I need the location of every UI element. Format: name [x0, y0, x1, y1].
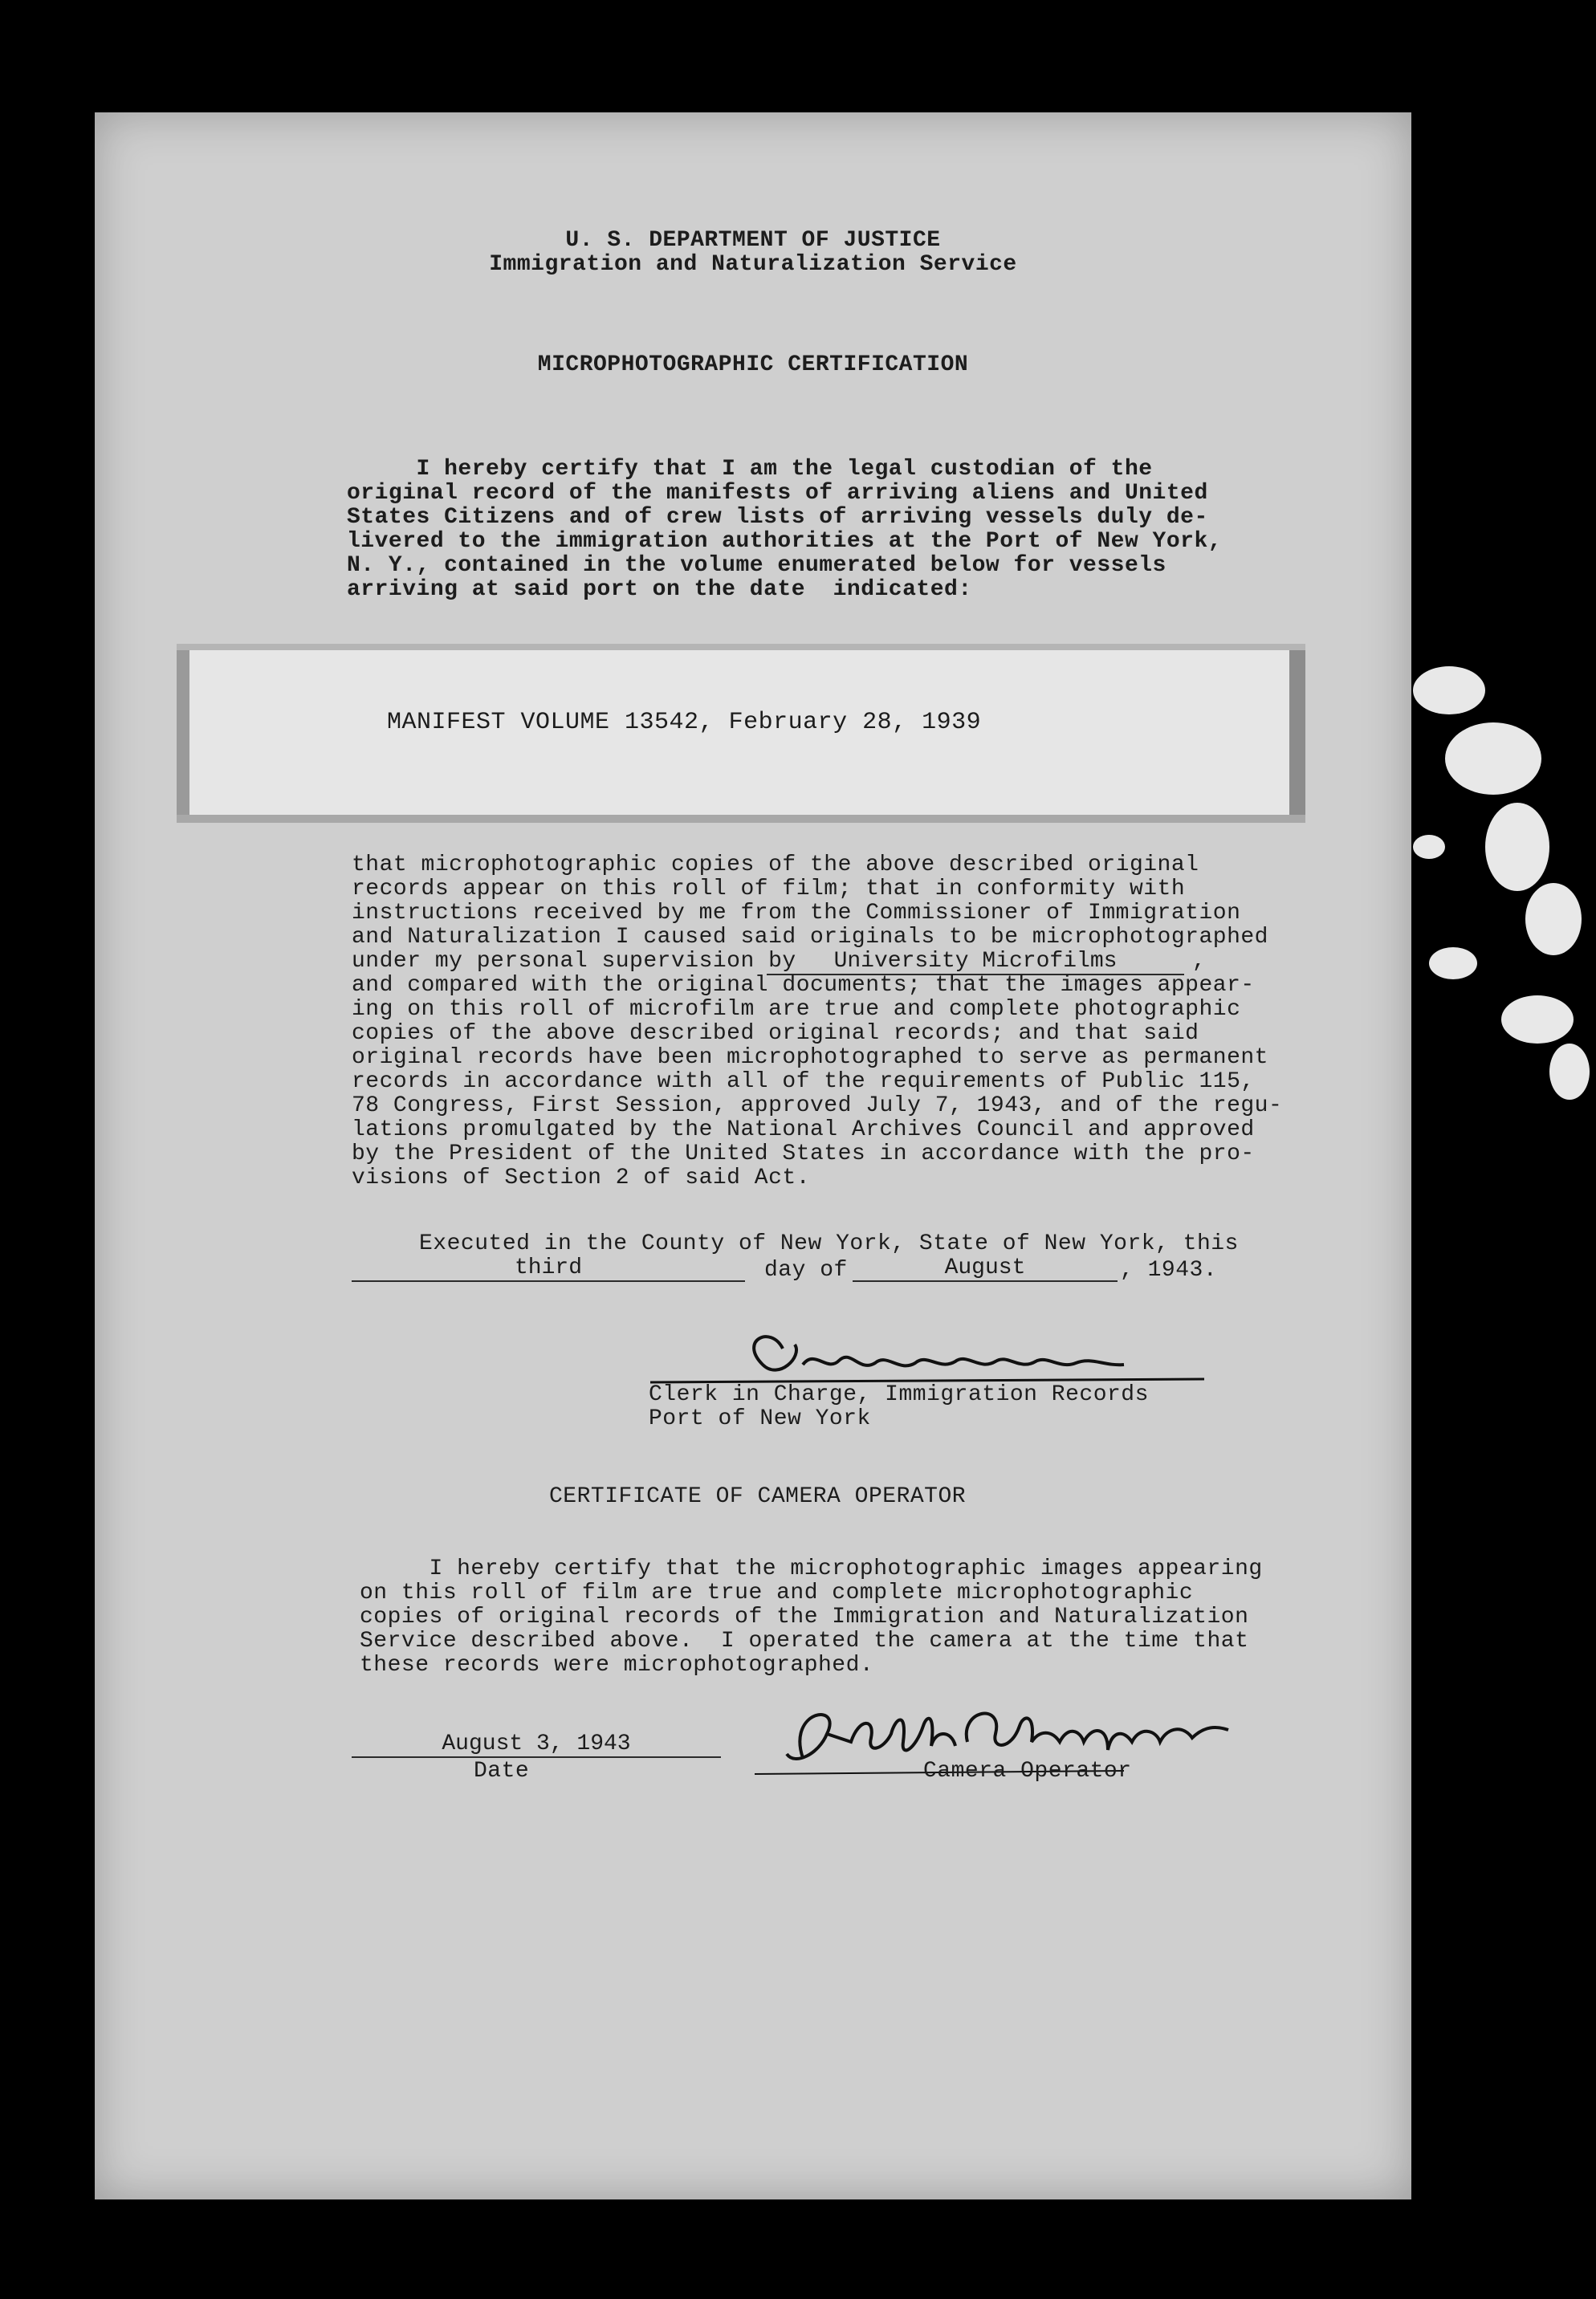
intro-line: arriving at said port on the date indicated:: [347, 577, 972, 602]
body-line: and compared with the original documents; that the images appear-: [352, 973, 1255, 998]
body-line: ing on this roll of microfilm are true and complete photographic: [352, 997, 1241, 1022]
body-line: by the President of the United States in accordance with the pro-: [352, 1141, 1255, 1166]
clerk-location: Port of New York: [649, 1406, 871, 1431]
body-line: and Naturalization I caused said originals to be microphotographed: [352, 925, 1268, 950]
camera-line: these records were microphotographed.: [360, 1653, 874, 1678]
month-field: August: [853, 1256, 1118, 1282]
service-heading: Immigration and Naturalization Service: [489, 252, 1017, 277]
date-field: August 3, 1943: [352, 1732, 721, 1758]
intro-line: States Citizens and of crew lists of arriving vessels duly de-: [347, 505, 1208, 530]
year-text: , 1943.: [1120, 1258, 1218, 1283]
intro-line: N. Y., contained in the volume enumerated below for vessels: [347, 553, 1166, 578]
body-line: 78 Congress, First Session, approved July 7, 1943, and of the regu-: [352, 1093, 1283, 1118]
camera-operator-label: Camera Operator: [923, 1759, 1132, 1784]
department-heading: U. S. DEPARTMENT OF JUSTICE: [565, 228, 941, 253]
body-line: records in accordance with all of the requirements of Public 115,: [352, 1069, 1255, 1094]
intro-line: livered to the immigration authorities at the Port of New York,: [347, 529, 1223, 554]
body-line: original records have been microphotographed to serve as permanent: [352, 1045, 1268, 1070]
body-line: that microphotographic copies of the above described original: [352, 852, 1199, 877]
executed-text: Executed in the County of New York, State of New York, this: [419, 1231, 1239, 1256]
intro-line: original record of the manifests of arriving aliens and United: [347, 481, 1208, 506]
body-line: copies of the above described original records; and that said: [352, 1021, 1199, 1046]
supervisor-field: University Microfilms: [767, 950, 1184, 975]
camera-line: I hereby certify that the microphotographic images appearing: [360, 1556, 1263, 1581]
body-line: instructions received by me from the Commissioner of Immigration: [352, 901, 1241, 926]
body-line: visions of Section 2 of said Act.: [352, 1166, 810, 1190]
comma: ,: [1192, 949, 1207, 974]
intro-line: I hereby certify that I am the legal custodian of the: [347, 457, 1153, 482]
camera-line: Service described above. I operated the camera at the time that: [360, 1629, 1249, 1654]
camera-certificate-title: CERTIFICATE OF CAMERA OPERATOR: [549, 1484, 967, 1509]
date-label: Date: [474, 1759, 530, 1784]
body-line: under my personal supervision by: [352, 949, 796, 974]
manifest-volume: MANIFEST VOLUME 13542, February 28, 1939: [387, 709, 982, 736]
camera-line: copies of original records of the Immigration and Naturalization: [360, 1605, 1249, 1630]
camera-line: on this roll of film are true and complete microphotographic: [360, 1581, 1194, 1605]
day-of-label: day of: [764, 1258, 848, 1283]
clerk-signature: [642, 1316, 1220, 1389]
body-line: lations promulgated by the National Archives Council and approved: [352, 1117, 1255, 1142]
day-field: third: [352, 1256, 745, 1282]
clerk-title: Clerk in Charge, Immigration Records: [649, 1382, 1149, 1407]
body-line: records appear on this roll of film; that in conformity with: [352, 877, 1186, 901]
certification-title: MICROPHOTOGRAPHIC CERTIFICATION: [537, 352, 969, 377]
